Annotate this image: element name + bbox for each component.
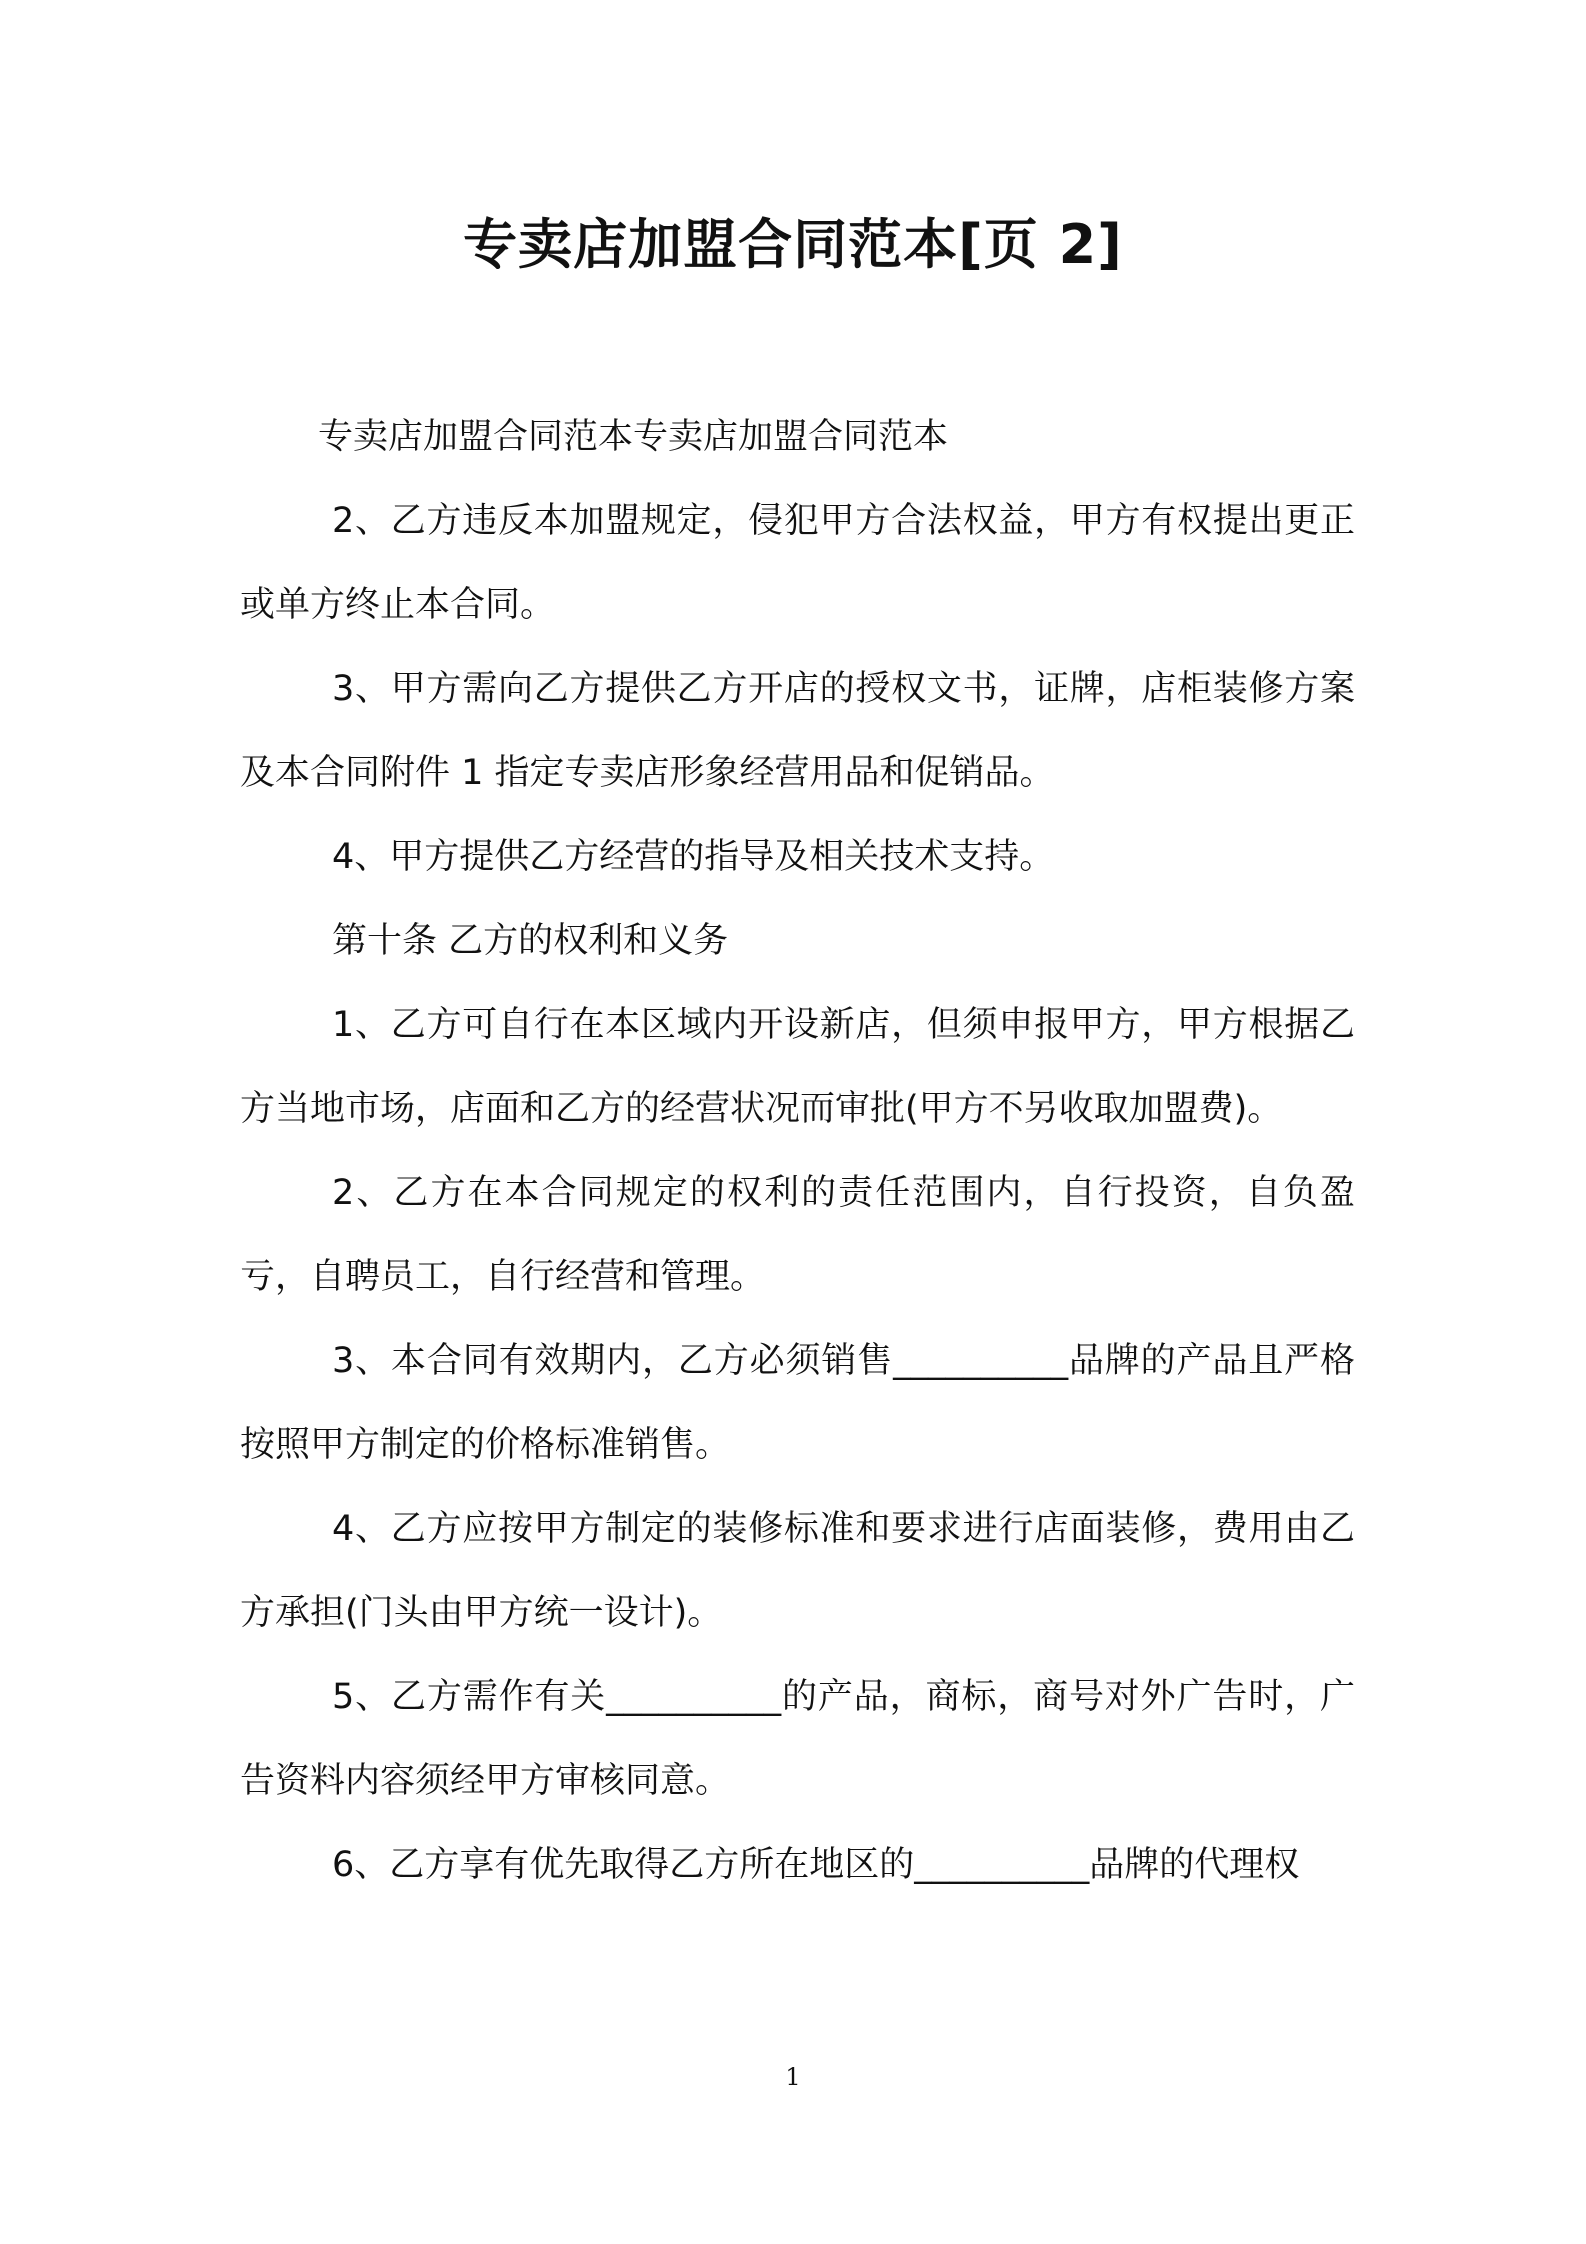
page-number: 1 — [785, 2063, 801, 2091]
paragraph: 3、甲方需向乙方提供乙方开店的授权文书，证牌，店柜装修方案及本合同附件 1 指定专卖店形象经营用品和促销品。 — [240, 669, 1355, 793]
paragraph: 4、甲方提供乙方经营的指导及相关技术支持。 — [332, 837, 1055, 877]
document-title: 专卖店加盟合同范本[页 2] — [463, 213, 1123, 276]
paragraph: 6、乙方享有优先取得乙方所在地区的__________品牌的代理权 — [332, 1845, 1300, 1885]
document-body — [240, 395, 1355, 1907]
article-heading: 第十条 乙方的权利和义务 — [332, 921, 729, 961]
paragraph: 2、乙方违反本加盟规定，侵犯甲方合法权益，甲方有权提出更正或单方终止本合同。 — [240, 501, 1355, 625]
paragraph: 3、本合同有效期内，乙方必须销售__________品牌的产品且严格按照甲方制定的价格标准销售。 — [240, 1341, 1355, 1465]
paragraph: 2、乙方在本合同规定的权利的责任范围内，自行投资，自负盈亏，自聘员工，自行经营和管理。 — [240, 1173, 1355, 1297]
paragraph: 4、乙方应按甲方制定的装修标准和要求进行店面装修，费用由乙方承担(门头由甲方统一设计)。 — [240, 1509, 1355, 1633]
paragraph: 1、乙方可自行在本区域内开设新店，但须申报甲方，甲方根据乙方当地市场，店面和乙方的经营状况而审批(甲方不另收取加盟费)。 — [240, 1005, 1355, 1129]
intro-line: 专卖店加盟合同范本专卖店加盟合同范本 — [318, 417, 949, 457]
paragraph: 5、乙方需作有关__________的产品，商标，商号对外广告时，广告资料内容须经甲方审核同意。 — [240, 1677, 1355, 1801]
